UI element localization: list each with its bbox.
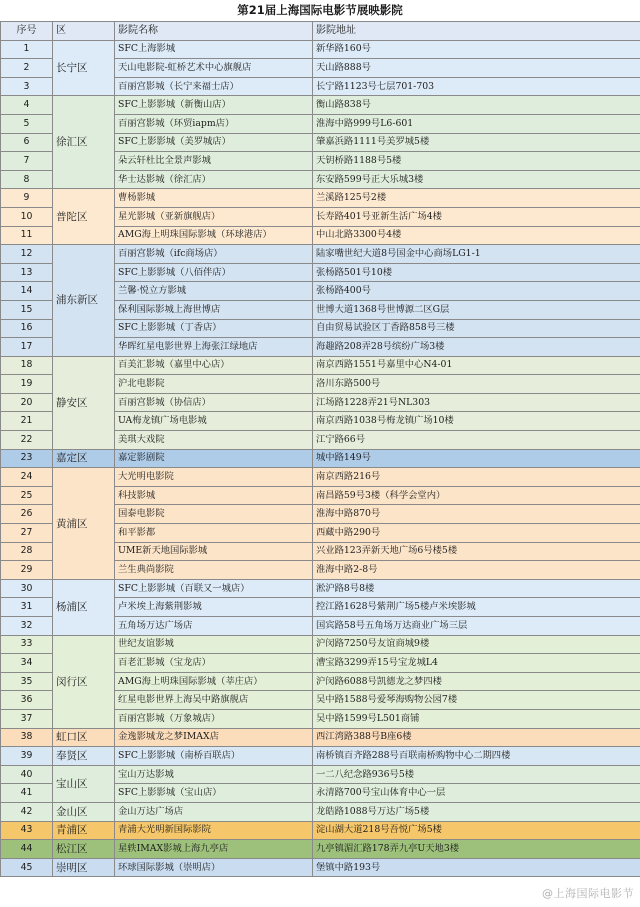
row-seq: 27 xyxy=(1,524,53,543)
cinema-address: 兴业路123弄新天地广场6号楼5楼 xyxy=(313,542,640,561)
header-district: 区 xyxy=(53,22,115,41)
cinema-address: 张杨路501号10楼 xyxy=(313,263,640,282)
cinema-address: 中山北路3300号4楼 xyxy=(313,226,640,245)
row-seq: 8 xyxy=(1,170,53,189)
cinema-name: 宝山万达影城 xyxy=(115,765,313,784)
cinema-address: 天钥桥路1188号5楼 xyxy=(313,152,640,171)
cinema-name: 金山万达广场店 xyxy=(115,802,313,821)
table-row xyxy=(1,579,640,598)
row-seq: 42 xyxy=(1,802,53,821)
table-row xyxy=(1,747,640,766)
cinema-name: SFC上影影城（丁香店） xyxy=(115,319,313,338)
cinema-address: 自由贸易试验区丁香路858号三楼 xyxy=(313,319,640,338)
cinema-address: 江场路1228弄21号NL303 xyxy=(313,393,640,412)
table-row xyxy=(1,802,640,821)
cinema-name: 世纪友谊影城 xyxy=(115,635,313,654)
row-seq: 1 xyxy=(1,40,53,59)
row-seq: 15 xyxy=(1,300,53,319)
table-row xyxy=(1,449,640,468)
cinema-name: 环球国际影城（崇明店） xyxy=(115,858,313,877)
cinema-address: 天山路888号 xyxy=(313,59,640,78)
district-cell: 青浦区 xyxy=(53,821,115,840)
row-seq: 35 xyxy=(1,672,53,691)
row-seq: 6 xyxy=(1,133,53,152)
cinema-name: AMG海上明珠国际影城（莘庄店） xyxy=(115,672,313,691)
cinema-name: 五角场万达广场店 xyxy=(115,617,313,636)
cinema-address: 国宾路58号五角场万达商业广场三层 xyxy=(313,617,640,636)
cinema-address: 沪闵路6088号凯德龙之梦四楼 xyxy=(313,672,640,691)
cinema-address: 新华路160号 xyxy=(313,40,640,59)
row-seq: 29 xyxy=(1,561,53,580)
cinema-address: 张杨路400号 xyxy=(313,282,640,301)
table-header-row xyxy=(1,22,640,41)
cinema-name: SFC上影影城（南桥百联店） xyxy=(115,747,313,766)
table-row xyxy=(1,189,640,208)
row-seq: 37 xyxy=(1,709,53,728)
cinema-table xyxy=(0,21,640,877)
row-seq: 43 xyxy=(1,821,53,840)
cinema-name: 保利国际影城上海世博店 xyxy=(115,300,313,319)
table-row xyxy=(1,468,640,487)
cinema-name: SFC上海影城 xyxy=(115,40,313,59)
row-seq: 13 xyxy=(1,263,53,282)
row-seq: 45 xyxy=(1,858,53,877)
cinema-address: 陆家嘴世纪大道8号国金中心商场LG1-1 xyxy=(313,245,640,264)
cinema-name: 百老汇影城（宝龙店） xyxy=(115,654,313,673)
weibo-watermark: @上海国际电影节 xyxy=(542,887,634,900)
row-seq: 21 xyxy=(1,412,53,431)
row-seq: 18 xyxy=(1,356,53,375)
row-seq: 38 xyxy=(1,728,53,747)
row-seq: 14 xyxy=(1,282,53,301)
cinema-address: 南桥镇百齐路288号百联南桥购物中心二期四楼 xyxy=(313,747,640,766)
district-cell: 普陀区 xyxy=(53,189,115,245)
cinema-address: 衡山路838号 xyxy=(313,96,640,115)
cinema-name: 科技影城 xyxy=(115,486,313,505)
cinema-name: 青浦大光明新国际影院 xyxy=(115,821,313,840)
table-body xyxy=(1,40,640,877)
cinema-address: 长宁路1123号七层701-703 xyxy=(313,77,640,96)
table-row xyxy=(1,356,640,375)
row-seq: 33 xyxy=(1,635,53,654)
row-seq: 3 xyxy=(1,77,53,96)
cinema-address: 九亭镇湄汇路178弄九亭U天地3楼 xyxy=(313,840,640,859)
district-cell: 黄浦区 xyxy=(53,468,115,580)
cinema-name: 百丽宫影城（协信店） xyxy=(115,393,313,412)
table-row xyxy=(1,765,640,784)
row-seq: 9 xyxy=(1,189,53,208)
cinema-address: 江宁路66号 xyxy=(313,431,640,450)
row-seq: 11 xyxy=(1,226,53,245)
cinema-name: 沪北电影院 xyxy=(115,375,313,394)
cinema-address: 吴中路1599号L501商铺 xyxy=(313,709,640,728)
district-cell: 崇明区 xyxy=(53,858,115,877)
cinema-name: 华晖红星电影世界上海张江绿地店 xyxy=(115,338,313,357)
cinema-name: AMG海上明珠国际影城（环球港店） xyxy=(115,226,313,245)
cinema-name: 百丽宫影城（长宁来福士店） xyxy=(115,77,313,96)
row-seq: 26 xyxy=(1,505,53,524)
row-seq: 34 xyxy=(1,654,53,673)
cinema-address: 洛川东路500号 xyxy=(313,375,640,394)
cinema-address: 海趣路208弄28号缤纷广场3楼 xyxy=(313,338,640,357)
cinema-name: 和平影都 xyxy=(115,524,313,543)
row-seq: 39 xyxy=(1,747,53,766)
cinema-address: 西藏中路290号 xyxy=(313,524,640,543)
cinema-name: 嘉定影剧院 xyxy=(115,449,313,468)
cinema-name: 百丽宫影城（环贸iapm店） xyxy=(115,114,313,133)
district-cell: 宝山区 xyxy=(53,765,115,802)
table-row xyxy=(1,40,640,59)
row-seq: 41 xyxy=(1,784,53,803)
row-seq: 20 xyxy=(1,393,53,412)
cinema-name: 曹杨影城 xyxy=(115,189,313,208)
cinema-address: 淮海中路870号 xyxy=(313,505,640,524)
cinema-address: 淀山湖大道218号吾悦广场5楼 xyxy=(313,821,640,840)
cinema-address: 淮海中路2-8号 xyxy=(313,561,640,580)
cinema-name: 兰馨·悦立方影城 xyxy=(115,282,313,301)
district-cell: 徐汇区 xyxy=(53,96,115,189)
cinema-address: 兰溪路125号2楼 xyxy=(313,189,640,208)
row-seq: 12 xyxy=(1,245,53,264)
cinema-address: 堡镇中路193号 xyxy=(313,858,640,877)
row-seq: 24 xyxy=(1,468,53,487)
row-seq: 28 xyxy=(1,542,53,561)
cinema-name: SFC上影影城（新衡山店） xyxy=(115,96,313,115)
row-seq: 22 xyxy=(1,431,53,450)
district-cell: 嘉定区 xyxy=(53,449,115,468)
cinema-name: 朵云轩杜比全景声影城 xyxy=(115,152,313,171)
district-cell: 杨浦区 xyxy=(53,579,115,635)
cinema-name: SFC上影影城（百联又一城店） xyxy=(115,579,313,598)
cinema-address: 南京西路216号 xyxy=(313,468,640,487)
district-cell: 静安区 xyxy=(53,356,115,449)
row-seq: 17 xyxy=(1,338,53,357)
cinema-address: 南京西路1551号嘉里中心N4-01 xyxy=(313,356,640,375)
cinema-address: 淮海中路999号L6-601 xyxy=(313,114,640,133)
cinema-name: SFC上影影城（美罗城店） xyxy=(115,133,313,152)
cinema-address: 城中路149号 xyxy=(313,449,640,468)
cinema-address: 淞沪路8号8楼 xyxy=(313,579,640,598)
cinema-name: 百丽宫影城（ifc商场店） xyxy=(115,245,313,264)
district-cell: 金山区 xyxy=(53,802,115,821)
cinema-name: SFC上影影城（八佰伴店） xyxy=(115,263,313,282)
table-row xyxy=(1,96,640,115)
row-seq: 19 xyxy=(1,375,53,394)
row-seq: 25 xyxy=(1,486,53,505)
cinema-address: 东安路599号正大乐城3楼 xyxy=(313,170,640,189)
cinema-name: 星轶IMAX影城上海九亭店 xyxy=(115,840,313,859)
cinema-address: 南京西路1038号梅龙镇广场10楼 xyxy=(313,412,640,431)
row-seq: 32 xyxy=(1,617,53,636)
cinema-address: 沪闵路7250号友谊商城9楼 xyxy=(313,635,640,654)
cinema-name: 天山电影院-虹桥艺术中心旗舰店 xyxy=(115,59,313,78)
cinema-address: 南昌路59号3楼（科学会堂内） xyxy=(313,486,640,505)
cinema-name: 兰生典尚影院 xyxy=(115,561,313,580)
page-title: 第21届上海国际电影节展映影院 xyxy=(237,3,403,17)
row-seq: 10 xyxy=(1,207,53,226)
table-row xyxy=(1,840,640,859)
cinema-name: 国泰电影院 xyxy=(115,505,313,524)
table-row xyxy=(1,728,640,747)
cinema-address: 吴中路1588号爱琴海购物公园7楼 xyxy=(313,691,640,710)
table-row xyxy=(1,858,640,877)
cinema-name: 大光明电影院 xyxy=(115,468,313,487)
cinema-name: 卢米埃上海紫荆影城 xyxy=(115,598,313,617)
row-seq: 30 xyxy=(1,579,53,598)
row-seq: 31 xyxy=(1,598,53,617)
district-cell: 长宁区 xyxy=(53,40,115,96)
row-seq: 5 xyxy=(1,114,53,133)
cinema-address: 一二八纪念路936号5楼 xyxy=(313,765,640,784)
district-cell: 奉贤区 xyxy=(53,747,115,766)
cinema-address: 永清路700号宝山体育中心一层 xyxy=(313,784,640,803)
row-seq: 36 xyxy=(1,691,53,710)
row-seq: 44 xyxy=(1,840,53,859)
cinema-address: 肇嘉浜路1111号美罗城5楼 xyxy=(313,133,640,152)
table-row xyxy=(1,821,640,840)
district-cell: 浦东新区 xyxy=(53,245,115,357)
cinema-address: 龙皓路1088号万达广场5楼 xyxy=(313,802,640,821)
district-cell: 松江区 xyxy=(53,840,115,859)
cinema-name: 美琪大戏院 xyxy=(115,431,313,450)
table-row xyxy=(1,635,640,654)
cinema-address: 漕宝路3299弄15号宝龙城L4 xyxy=(313,654,640,673)
cinema-address: 西江湾路388号B座6楼 xyxy=(313,728,640,747)
cinema-name: 百丽宫影城（万象城店） xyxy=(115,709,313,728)
header-address: 影院地址 xyxy=(313,22,640,41)
district-cell: 闵行区 xyxy=(53,635,115,728)
row-seq: 7 xyxy=(1,152,53,171)
header-seq: 序号 xyxy=(1,22,53,41)
cinema-name: UME新天地国际影城 xyxy=(115,542,313,561)
row-seq: 2 xyxy=(1,59,53,78)
row-seq: 40 xyxy=(1,765,53,784)
cinema-name: SFC上影影城（宝山店） xyxy=(115,784,313,803)
cinema-address: 控江路1628号紫荆广场5楼卢米埃影城 xyxy=(313,598,640,617)
row-seq: 4 xyxy=(1,96,53,115)
header-cinema: 影院名称 xyxy=(115,22,313,41)
cinema-name: UA梅龙镇广场电影城 xyxy=(115,412,313,431)
cinema-address: 长寿路401号亚新生活广场4楼 xyxy=(313,207,640,226)
cinema-name: 百美汇影城（嘉里中心店） xyxy=(115,356,313,375)
district-cell: 虹口区 xyxy=(53,728,115,747)
cinema-name: 金逸影城龙之梦IMAX店 xyxy=(115,728,313,747)
cinema-address: 世博大道1368号世博源二区G层 xyxy=(313,300,640,319)
row-seq: 23 xyxy=(1,449,53,468)
row-seq: 16 xyxy=(1,319,53,338)
cinema-name: 红星电影世界上海吴中路旗舰店 xyxy=(115,691,313,710)
table-row xyxy=(1,245,640,264)
cinema-name: 华士达影城（徐汇店） xyxy=(115,170,313,189)
cinema-name: 星光影城（亚新旗舰店） xyxy=(115,207,313,226)
